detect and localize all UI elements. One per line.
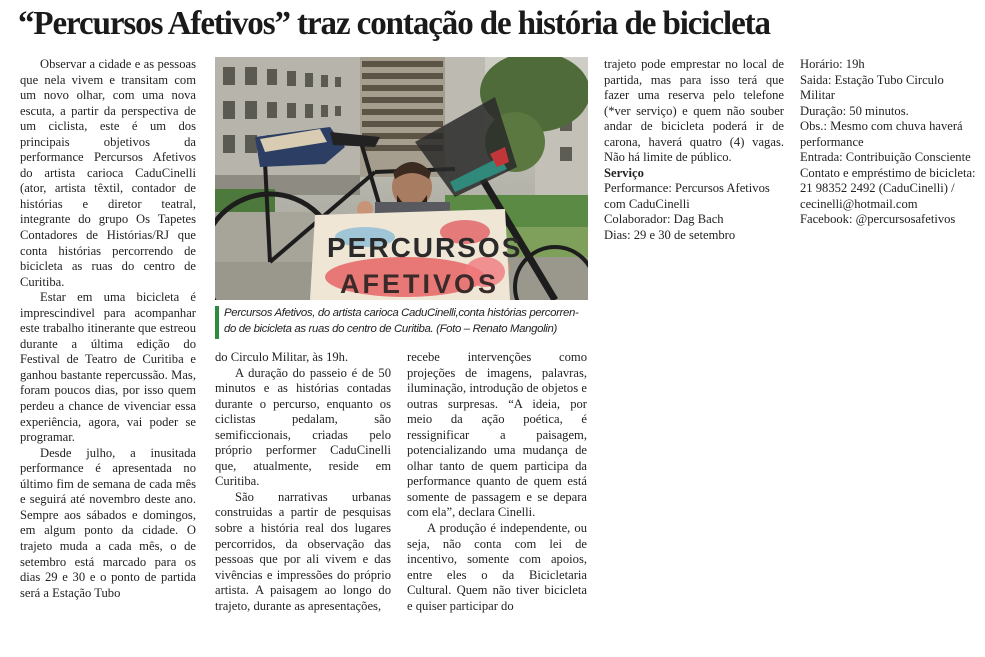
sign-board <box>310 209 522 300</box>
paragraph: São narrativas urbanas construidas a partir de pesquisas sobre a história real dos lugares percorridos, da observação das pessoas que por ali vivem e das vivências e impressões do próprio artista. A paisagem ao longo do trajeto, durante as apresentações, <box>215 489 391 613</box>
service-line: Colaborador: Dag Bach <box>604 212 724 227</box>
caption-line: Percursos Afetivos, do artista carioca CaduCinelli,conta histórias percorren- <box>224 307 579 319</box>
paragraph: Estar em uma bicicleta é imprescindivel para acompanhar este trabalho itinerante que estreou durante a última edição do Festival de Teatro de Curitiba e ganhou bastante repercussão. Mas, foram poucos dias, por isso quem perdeu a chance de vivenciar essa experiência, agora, vai poder se programar. <box>20 290 196 445</box>
article-photo <box>215 57 588 300</box>
column-4 <box>604 57 784 244</box>
paragraph: trajeto pode emprestar no local de partida, mas para isso terá que fazer uma reserva pelo telefone (*ver serviço) e quem não souber andar de bicicleta poderá ir de carona, haverá quatro (4) vagas. Não há limite de público. <box>604 57 784 165</box>
photo-caption <box>215 302 588 342</box>
left-building <box>215 57 360 195</box>
service-line: Obs.: Mesmo com chuva haverá performance <box>800 119 963 149</box>
service-line: Saida: Estação Tubo Circulo Militar <box>800 72 944 103</box>
service-line: Duração: 50 minutos. <box>800 103 909 118</box>
column-2 <box>215 350 391 614</box>
caption-line: do de bicicleta as ruas do centro de Curitiba. (Foto – Renato Mangolin) <box>224 323 557 335</box>
service-line: Dias: 29 e 30 de setembro <box>604 228 736 243</box>
paragraph: A duração do passeio é de 50 minutos e as histórias contadas durante o percurso, enquanto os ciclistas pedalam, são semificcionais, criadas pelo próprio performer CaduCinelli que, atualmente, reside em Curitiba. <box>215 365 391 489</box>
column-1 <box>20 57 196 601</box>
column-5 <box>800 57 978 228</box>
caption-text <box>224 305 589 337</box>
paragraph: A produção é independente, ou seja, não conta com lei de incentivo, somente com apoios, entre eles o da Bicicletaria Cultural. Quem não tiver bicicleta e quiser participar do <box>407 521 587 613</box>
service-line: Entrada: Contribuição Consciente <box>800 150 971 165</box>
service-line: Facebook: @percursosafetivos <box>800 212 956 227</box>
service-heading: Serviço <box>604 165 644 180</box>
headline: “Percursos Afetivos” traz contação de história de bicicleta <box>18 5 770 42</box>
service-box <box>604 166 784 244</box>
service-line: Contato e empréstimo de bicicleta: 21 98352 2492 (CaduCinelli) / cecinelli@hotmail.com <box>800 165 976 211</box>
column-3 <box>407 350 587 614</box>
service-line: Horário: 19h <box>800 57 865 71</box>
paragraph: Observar a cidade e as pessoas que nela vivem e transitam com um novo olhar, com uma nova escuta, a partir da perspectiva de um ciclista, este é um dos principais objetivos da performance Percursos Afetivos do artista carioca CaduCinelli (ator, artista têxtil, contador de histórias e diretor teatral, integrante do grupo Os Tapetes Contadores de Histórias/RJ que conta histórias percorrendo de bicicleta as ruas do centro de Curitiba. <box>20 57 196 289</box>
caption-accent-bar <box>215 306 219 339</box>
paragraph: Desde julho, a inusitada performance é apresentada no último fim de semana de cada mês e seguirá até novembro deste ano. Sempre aos sábados e domingos, em algum ponto da cidade. O trajeto muda a cada mês, o de setembro está marcado para os dias 29 e 30 e o ponto de partida será a Estação Tubo <box>20 445 196 600</box>
bicycle-photo <box>215 57 588 300</box>
paragraph: recebe intervenções como projeções de imagens, palavras, iluminação, introdução de objetos e outras surpresas. “A ideia, por meio da ação poética, é ressignificar a paisagem, potencializando uma mudança de olhar tanto de quem participa da performance quanto de quem está somente de passagem e se depara com ela”, declara Cinelli. <box>407 350 587 520</box>
sign-text-line1: PERCURSOS <box>327 232 523 263</box>
paragraph: do Circulo Militar, às 19h. <box>215 350 349 364</box>
service-line: Performance: Percursos Afetivos com CaduCinelli <box>604 181 770 211</box>
sign-text-line2: AFETIVOS <box>340 269 500 299</box>
